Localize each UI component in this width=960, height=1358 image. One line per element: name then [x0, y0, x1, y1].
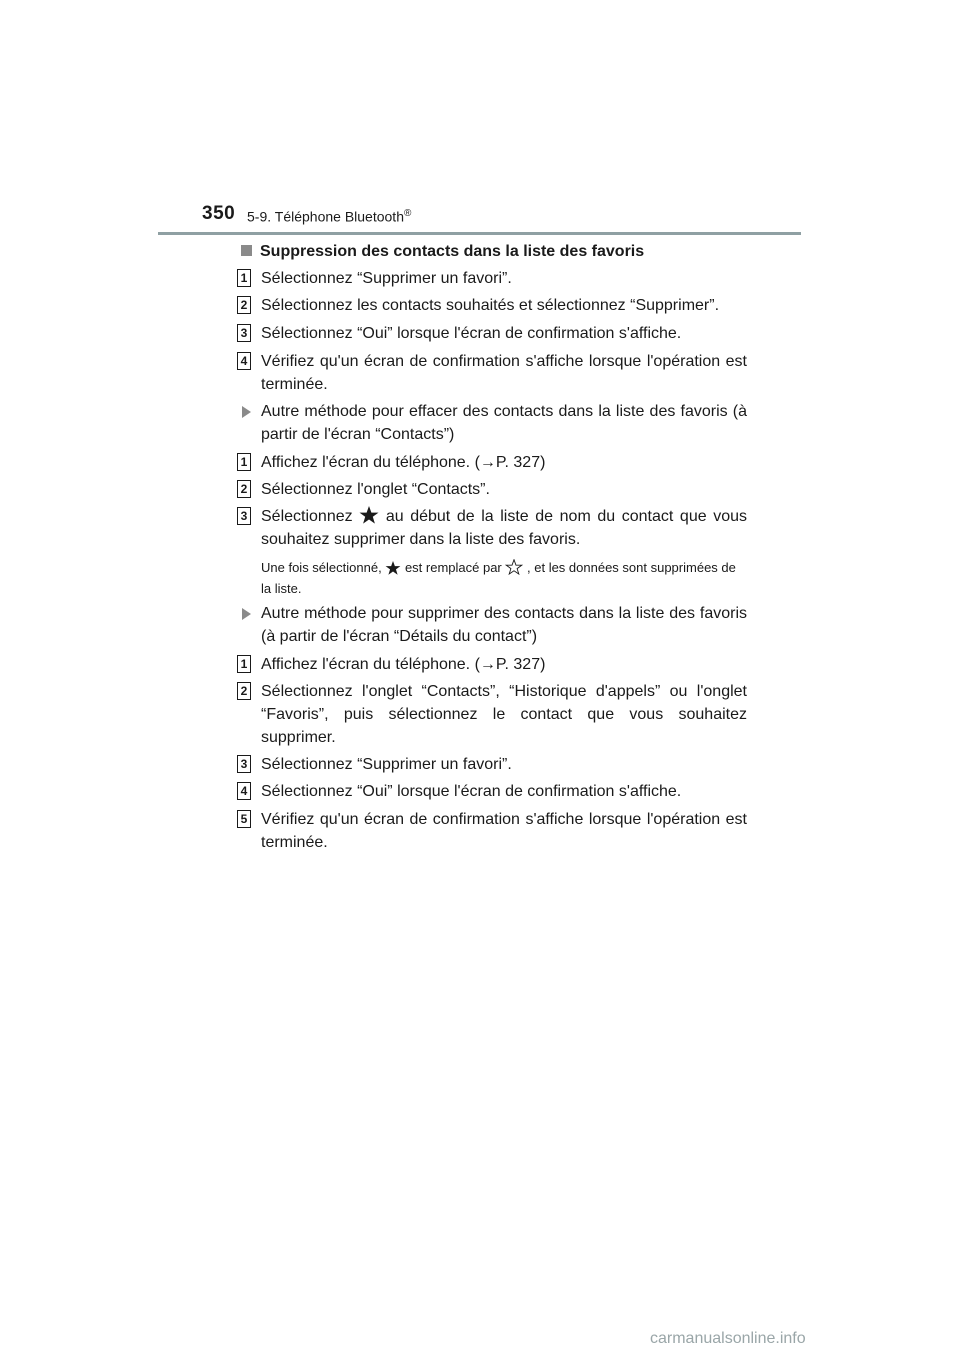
- step-number: 3: [237, 324, 251, 342]
- star-filled-icon: [385, 561, 401, 575]
- triangle-bullet-icon: [242, 406, 251, 418]
- step-text: Sélectionnez “Supprimer un favori”.: [261, 756, 512, 773]
- step-text: Sélectionnez “Oui” lorsque l'écran de confirmation s'affiche.: [261, 783, 682, 800]
- page-number: 350: [202, 203, 236, 224]
- header-rule: [158, 232, 801, 235]
- step-text: Vérifiez qu'un écran de confirmation s'affiche lorsque l'opération est terminée.: [261, 353, 747, 393]
- step-number: 3: [237, 755, 251, 773]
- note-text-before: Une fois sélectionné,: [261, 560, 382, 575]
- section-heading-text: Suppression des contacts dans la liste des favoris: [260, 243, 645, 260]
- triangle-bullet-icon: [242, 608, 251, 620]
- step-text-before: Affichez l'écran du téléphone. (: [261, 656, 480, 673]
- step-number: 1: [237, 269, 251, 287]
- page-header: [0, 0, 960, 240]
- section-title: [247, 208, 411, 225]
- step-number: 3: [237, 507, 251, 525]
- step-number: 4: [237, 352, 251, 370]
- star-filled-icon: [359, 506, 379, 524]
- note-text: [261, 557, 747, 599]
- step-text: [261, 653, 747, 676]
- step-text: Sélectionnez les contacts souhaités et sélectionnez “Supprimer”.: [261, 297, 720, 314]
- step-number: 2: [237, 480, 251, 498]
- step-number: 4: [237, 782, 251, 800]
- section-title-text: 5-9. Téléphone Bluetooth: [247, 208, 404, 225]
- step-text: [261, 451, 747, 474]
- step-number: 2: [237, 296, 251, 314]
- page-reference: P. 327): [495, 656, 546, 673]
- square-bullet-icon: [241, 245, 252, 256]
- step-text: Sélectionnez “Supprimer un favori”.: [261, 270, 512, 287]
- subsection-heading-text: Autre méthode pour supprimer des contacts dans la liste des favoris (à partir de l'écran “Détails du contact”): [261, 605, 747, 645]
- step-text-before: Sélectionnez: [261, 508, 353, 525]
- step-number: 1: [237, 453, 251, 471]
- step-number: 1: [237, 655, 251, 673]
- page-reference: P. 327): [495, 454, 546, 471]
- watermark: carmanualsonline.info: [650, 1330, 806, 1347]
- section-heading: [241, 243, 644, 261]
- step-text: Sélectionnez “Oui” lorsque l'écran de confirmation s'affiche.: [261, 325, 682, 342]
- note-text-after: , et les données sont supprimées de la liste.: [261, 560, 736, 596]
- note-text-middle: est remplacé par: [404, 560, 502, 575]
- step-text-after: au début de la liste de nom du contact que vous souhaitez supprimer dans la liste des favoris.: [261, 508, 747, 548]
- arrow-right-icon: →: [479, 656, 496, 673]
- arrow-right-icon: →: [479, 454, 496, 471]
- step-number: 5: [237, 810, 251, 828]
- star-outline-icon: [505, 559, 523, 575]
- step-text: Sélectionnez l'onglet “Contacts”.: [261, 481, 490, 498]
- step-number: 2: [237, 682, 251, 700]
- step-text: [261, 505, 747, 551]
- registered-mark: ®: [403, 208, 412, 219]
- step-text: Vérifiez qu'un écran de confirmation s'affiche lorsque l'opération est terminée.: [261, 811, 747, 851]
- step-text: Sélectionnez l'onglet “Contacts”, “Historique d'appels” ou l'onglet “Favoris”, puis sélectionnez le contact que vous souhaitez supprimer.: [261, 683, 747, 746]
- subsection-heading-text: Autre méthode pour effacer des contacts dans la liste des favoris (à partir de l'écran “Contacts”): [261, 403, 747, 443]
- step-text-before: Affichez l'écran du téléphone. (: [261, 454, 480, 471]
